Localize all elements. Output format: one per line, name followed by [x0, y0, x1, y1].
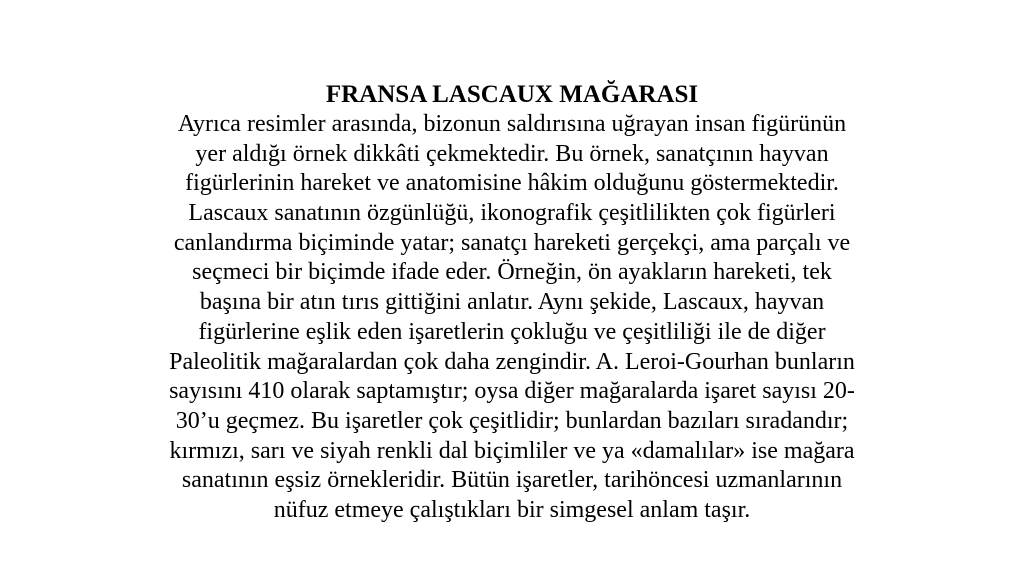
body-line: Ayrıca resimler arasında, bizonun saldırısına uğrayan insan figürünün [177, 111, 847, 137]
body-line: figürlerinin hareket ve anatomisine hâkim olduğunu göstermektedir. [185, 170, 839, 197]
body-line: yer aldığı örnek dikkâti çekmektedir. Bu örnek, sanatçının hayvan [195, 140, 829, 167]
body-line: 30’u geçmez. Bu işaretler çok çeşitlidir; bunlardan bazıları sıradandır; [175, 407, 849, 434]
body-line: Paleolitik mağaralardan çok daha zengindir. A. Leroi-Gourhan bunların [169, 348, 855, 375]
body-line: sayısını 410 olarak saptamıştır; oysa diğer mağaralarda işaret sayısı 20- [169, 378, 855, 405]
body-line: canlandırma biçiminde yatar; sanatçı hareketi gerçekçi, ama parçalı ve [173, 229, 851, 256]
slide-title: FRANSA LASCAUX MAĞARASI [325, 81, 699, 108]
body-line: kırmızı, sarı ve siyah renkli dal biçimliler ve ya «damalılar» ise mağara [169, 437, 855, 464]
text-block [130, 80, 894, 526]
body-line: Lascaux sanatının özgünlüğü, ikonografik çeşitlilikten çok figürleri [188, 200, 836, 227]
body-line: nüfuz etmeye çalıştıkları bir simgesel anlam taşır. [273, 496, 751, 523]
body-line: sanatının eşsiz örnekleridir. Bütün işaretler, tarihöncesi uzmanlarının [181, 467, 843, 494]
body-line: başına bir atın tırıs gittiğini anlatır. Aynı şekide, Lascaux, hayvan [199, 289, 825, 316]
body-line: seçmeci bir biçimde ifade eder. Örneğin, ön ayakların hareketi, tek [192, 259, 832, 286]
body-line: figürlerine eşlik eden işaretlerin çokluğu ve çeşitliliği ile de diğer [198, 318, 826, 345]
